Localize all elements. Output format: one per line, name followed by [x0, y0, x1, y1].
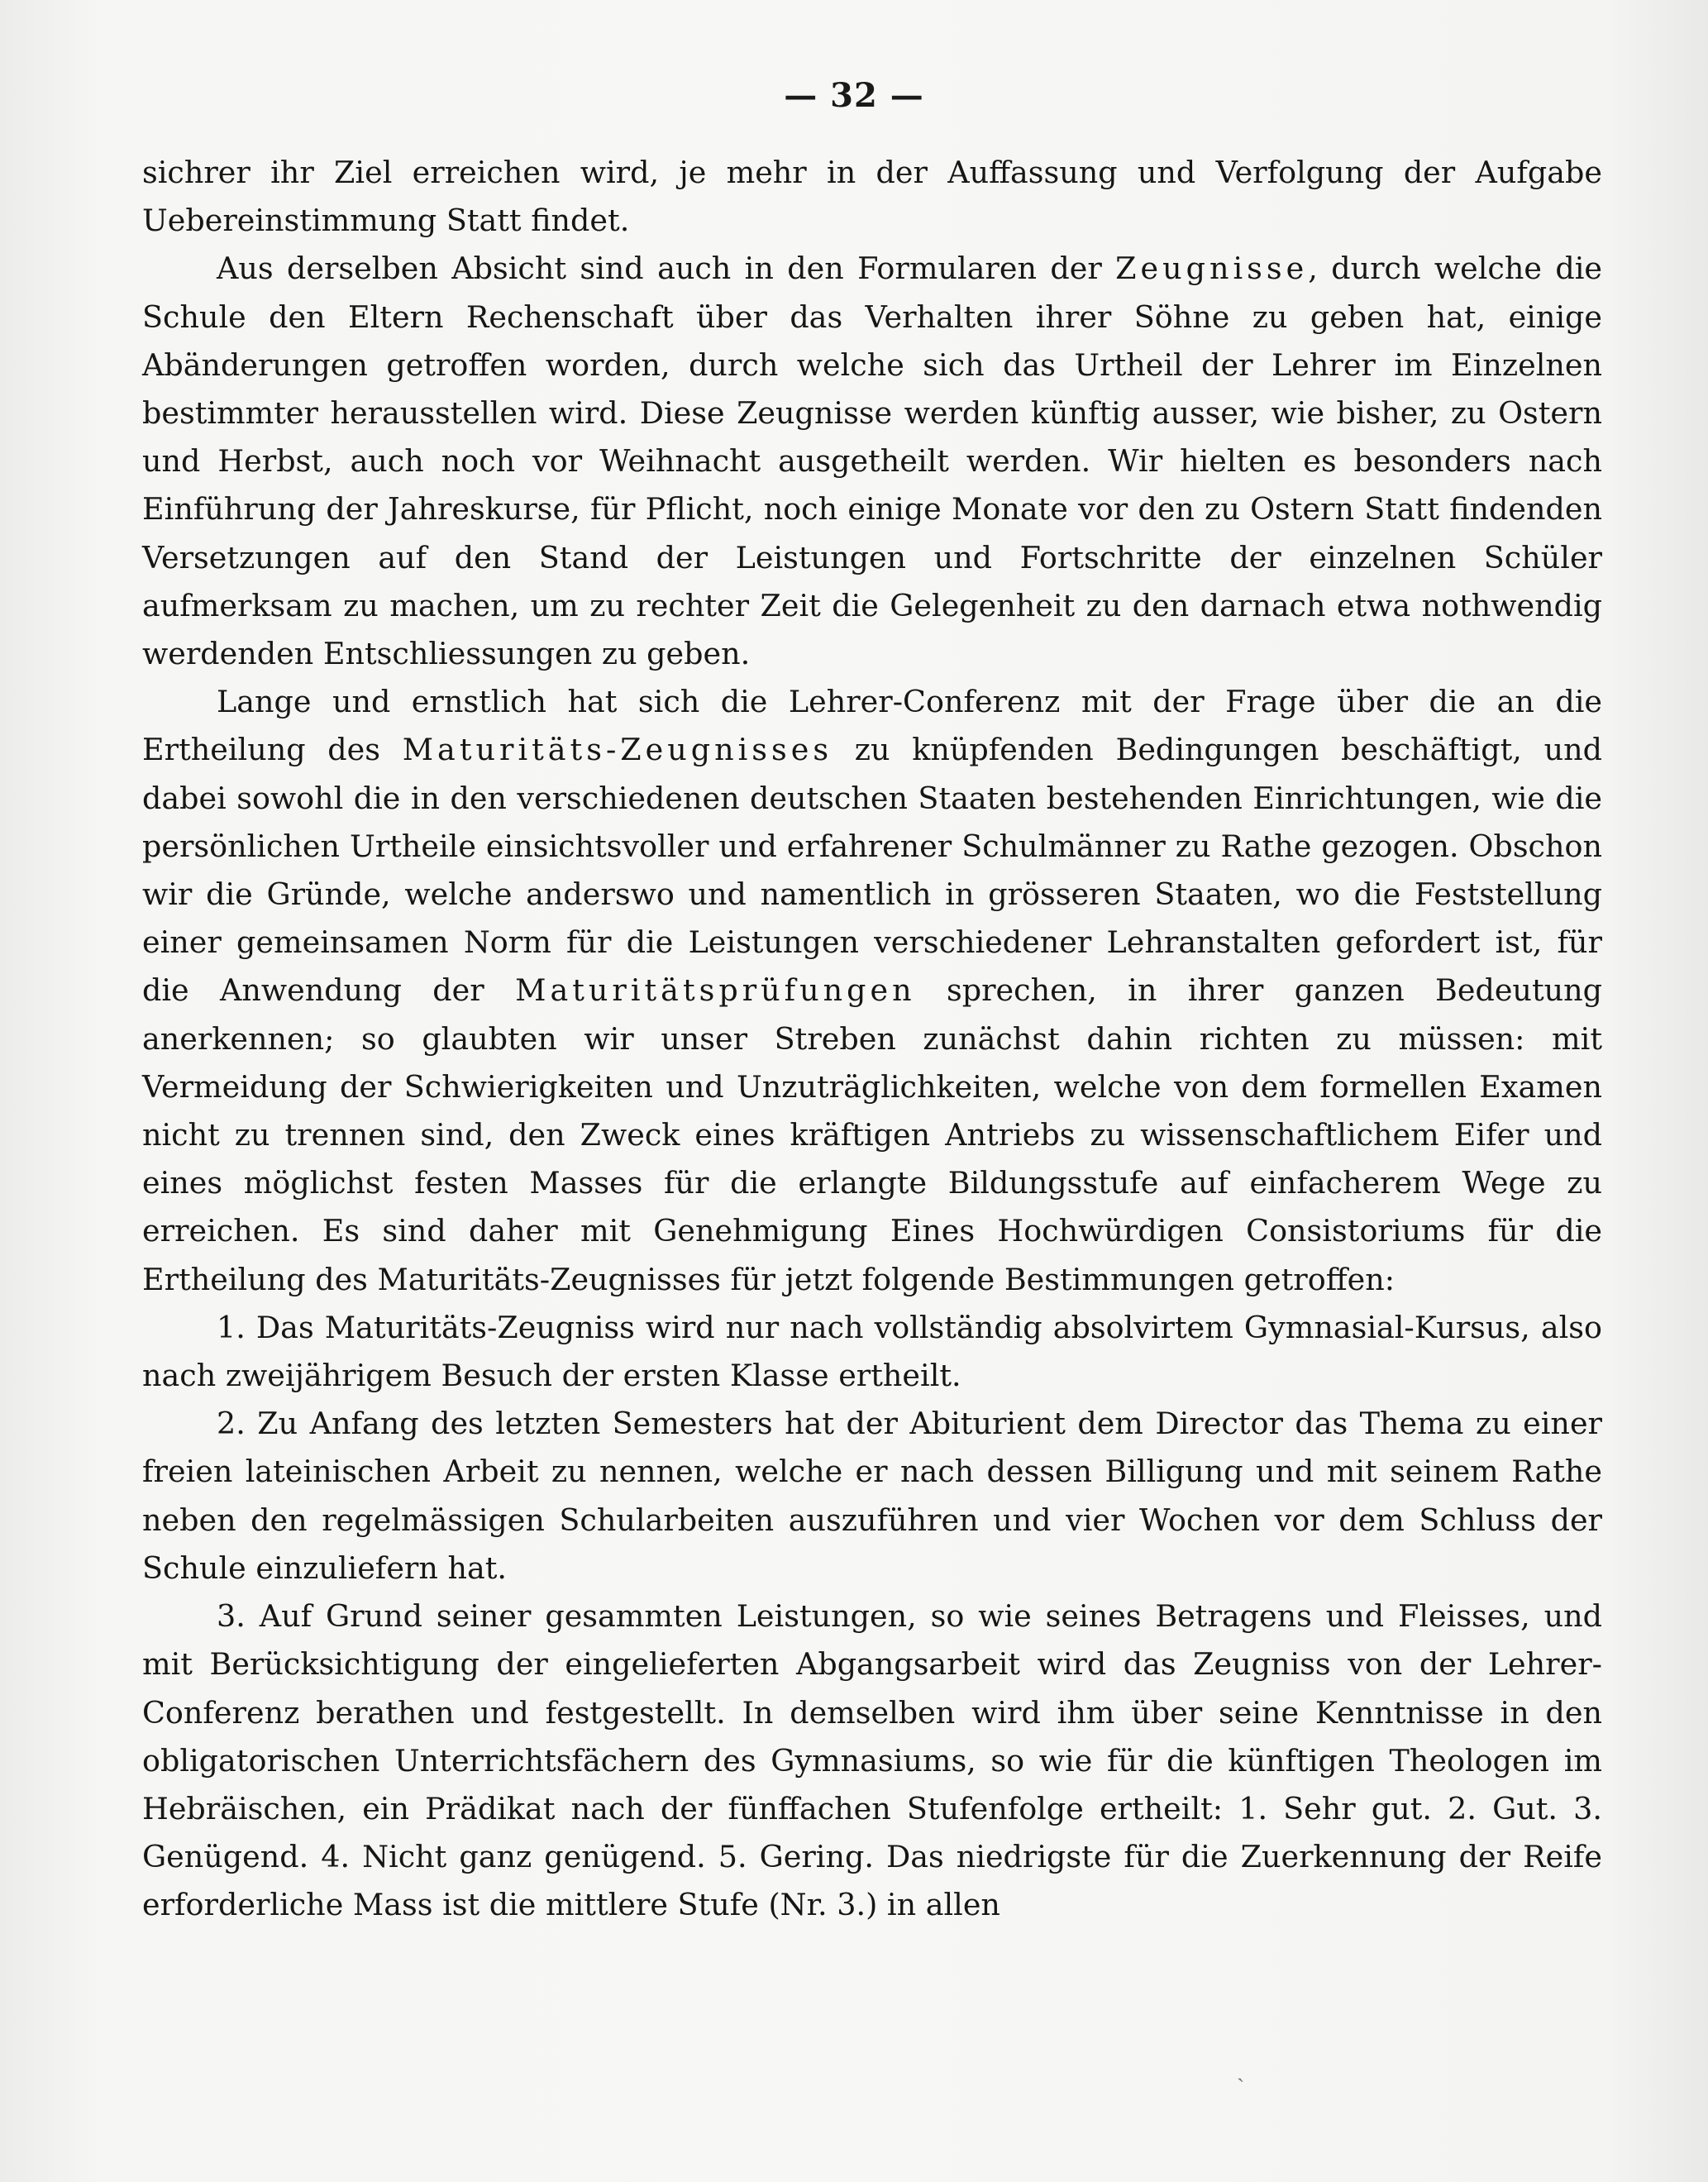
paragraph-continuation: sichrer ihr Ziel erreichen wird, je mehr in der Auffassung und Verfolgung der Aufgabe Uebereinstimmung Statt findet. [142, 155, 1602, 239]
paragraph-zeugnisse [142, 245, 1602, 678]
paragraph-maturitaet-middle: zu knüpfenden Bedingungen beschäftigt, und dabei sowohl die in den verschiedenen deutschen Staaten bestehenden Einrichtungen, wie die persönlichen Urtheile einsichtsvoller und erfahrener Schulmänner zu Rathe gezogen. Obschon wir die Gründe, welche anderswo und namentlich in grösseren Staaten, wo die Feststellung einer gemeinsamen Norm für die Leistungen verschiedener Lehranstalten gefordert ist, für die Anwendung der [142, 732, 1602, 1009]
emphasis-maturitaetspruefungen: Maturitätsprüfungen [515, 972, 916, 1009]
ink-speck: ˏ [1237, 2055, 1245, 2083]
paragraph-zeugnisse-rest: , durch welche die Schule den Eltern Rechenschaft über das Verhalten ihrer Söhne zu geben hat, einige Abänderungen getroffen worden, durch welche sich das Urtheil der Lehrer im Einzelnen bestimmter herausstellen wird. Diese Zeugnisse werden künftig ausser, wie bisher, zu Ostern und Herbst, auch noch vor Weihnacht ausgetheilt werden. Wir hielten es besonders nach Einführung der Jahreskurse, für Pflicht, noch einige Monate vor den zu Ostern Statt findenden Versetzungen auf den Stand der Leistungen und Fortschritte der einzelnen Schüler aufmerksam zu machen, um zu rechter Zeit die Gelegenheit zu den darnach etwa nothwendig werdenden Entschliessungen zu geben. [142, 251, 1602, 672]
rule-item-1: 1. Das Maturitäts-Zeugniss wird nur nach vollständig absolvirtem Gymnasial-Kursus, also nach zweijährigem Besuch der ersten Klasse ertheilt. [142, 1309, 1602, 1394]
rule-item-2: 2. Zu Anfang des letzten Semesters hat der Abiturient dem Director das Thema zu einer freien lateinischen Arbeit zu nennen, welche er nach dessen Billigung und mit seinem Rathe neben den regelmässigen Schularbeiten auszuführen und vier Wochen vor dem Schluss der Schule einzuliefern hat. [142, 1406, 1602, 1586]
page-number: — 32 — [784, 76, 924, 115]
paragraph-maturitaet-rest: sprechen, in ihrer ganzen Bedeutung anerkennen; so glaubten wir unser Streben zunächst dahin richten zu müssen: mit Vermeidung der Schwierigkeiten und Unzuträglichkeiten, welche von dem formellen Examen nicht zu trennen sind, den Zweck eines kräftigen Antriebs zu wissenschaftlichem Eifer und eines möglichst festen Masses für die erlangte Bildungsstufe auf einfacherem Wege zu erreichen. Es sind daher mit Genehmigung Eines Hochwürdigen Consistoriums für die Ertheilung des Maturitäts-Zeugnisses für jetzt folgende Bestimmungen getroffen: [142, 972, 1602, 1297]
paragraph-maturitaet [142, 678, 1602, 1304]
rule-item-3: 3. Auf Grund seiner gesammten Leistungen, so wie seines Betragens und Fleisses, und mit Berücksichtigung der eingelieferten Abgangsarbeit wird das Zeugniss von der Lehrer-Conferenz berathen und festgestellt. In demselben wird ihm über seine Kenntnisse in den obligatorischen Unterrichtsfächern des Gymnasiums, so wie für die künftigen Theologen im Hebräischen, ein Prädikat nach der fünffachen Stufenfolge ertheilt: 1. Sehr gut. 2. Gut. 3. Genügend. 4. Nicht ganz genügend. 5. Gering. Das niedrigste für die Zuerkennung der Reife erforderliche Mass ist die mittlere Stufe (Nr. 3.) in allen [142, 1598, 1602, 1923]
paragraph-zeugnisse-lead: Aus derselben Absicht sind auch in den Formularen der [217, 251, 1102, 287]
body-text [142, 149, 1602, 1930]
paragraph-maturitaet-lead: Lange und ernstlich hat sich die Lehrer-Conferenz mit der Frage über die an die Ertheilung des [142, 684, 1602, 768]
emphasis-maturitaets-zeugnisses: Maturitäts-Zeugnisses [402, 732, 833, 768]
emphasis-zeugnisse: Zeugnisse [1115, 251, 1309, 287]
